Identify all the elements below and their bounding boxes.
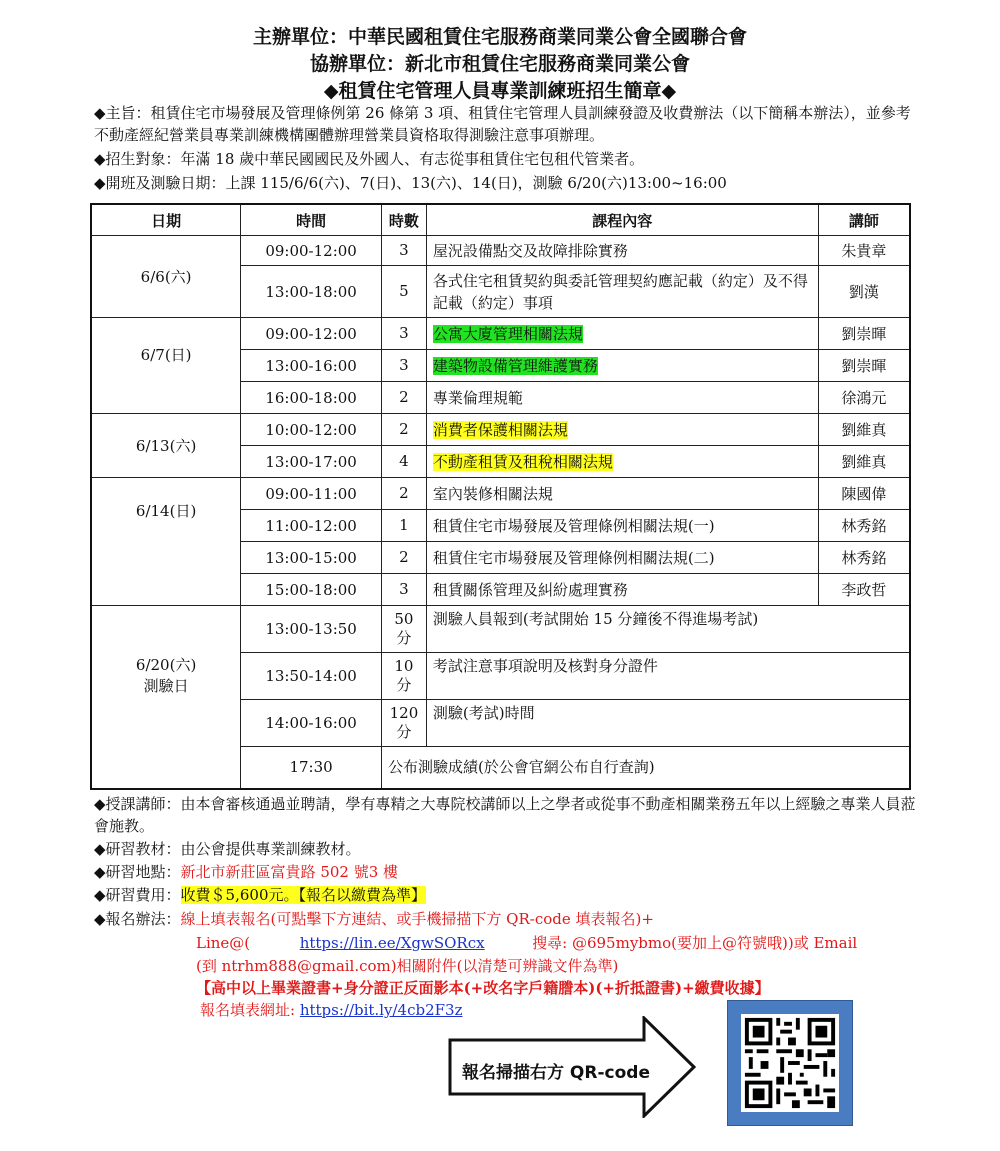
arrow-label: 報名掃描右方 QR-code (462, 1063, 650, 1083)
fee-label: ◆研習費用： (94, 886, 181, 904)
minutes-unit: 分 (396, 723, 412, 741)
instructor-cell: 朱貴章 (818, 236, 910, 266)
hours-cell (381, 700, 426, 747)
highlighted-course: 消費者保護相關法規 (432, 420, 568, 439)
header-course: 課程內容 (426, 204, 818, 236)
purpose-text: ◆主旨：租賃住宅市場發展及管理條例第 26 條第 3 項、租賃住宅管理人員訓練發證及收費辦法（以下簡稱本辦法），並參考不動產經紀營業員專業訓練機構團體辦理營業員資格取得測驗注意事項辦理。 (94, 104, 911, 144)
minutes-unit: 分 (396, 676, 412, 694)
qr-code-frame (727, 1000, 853, 1126)
instructor-cell: 陳國偉 (818, 478, 910, 510)
line-search-text: 搜尋: @695mybmo(要加上@符號哦))或 Email (532, 934, 858, 952)
course-cell: 租賃住宅市場發展及管理條例相關法規(二) (426, 542, 818, 574)
hours-cell: 5 (381, 266, 426, 318)
location-value: 新北市新莊區富貴路 502 號3 樓 (180, 863, 399, 881)
signup-line3: (到 ntrhm888@gmail.com)相關附件(以清楚可辨識文件為準) (196, 957, 619, 975)
course-cell (426, 350, 818, 382)
time-cell: 13:50-14:00 (241, 653, 382, 700)
hours-cell: 4 (381, 446, 426, 478)
instructor-cell: 劉維真 (818, 414, 910, 446)
time-cell: 15:00-18:00 (241, 574, 382, 606)
hours-cell (381, 606, 426, 653)
fee-value: 收費＄5,600元。【報名以繳費為準】 (180, 886, 426, 904)
time-cell: 09:00-11:00 (241, 478, 382, 510)
fee-note (94, 884, 924, 906)
hours-cell: 3 (381, 574, 426, 606)
course-cell: 室內裝修相關法規 (426, 478, 818, 510)
target-text: ◆招生對象：年滿 18 歲中華民國國民及外國人、有志從事租賃住宅包租代管業者。 (94, 150, 645, 168)
time-cell: 09:00-12:00 (241, 236, 382, 266)
signup-line2 (196, 932, 916, 954)
date-cell: 6/7(日) (91, 318, 241, 414)
organizer-line: 主辦單位：中華民國租賃住宅服務商業同業公會全國聯合會 (252, 26, 747, 48)
time-cell: 14:00-16:00 (241, 700, 382, 747)
line-at-label: Line@( (196, 934, 251, 952)
hours-cell: 3 (381, 236, 426, 266)
location-label: ◆研習地點： (94, 863, 181, 881)
table-row (91, 606, 910, 653)
time-cell: 13:00-15:00 (241, 542, 382, 574)
minutes-value: 10 (394, 657, 414, 675)
table-row (91, 318, 910, 350)
time-cell: 13:00-17:00 (241, 446, 382, 478)
hours-cell: 2 (381, 478, 426, 510)
instructor-cell: 劉維真 (818, 446, 910, 478)
table-row (91, 236, 910, 266)
minutes-value: 50 (394, 610, 414, 628)
course-cell (426, 318, 818, 350)
time-cell: 16:00-18:00 (241, 382, 382, 414)
signup-label: ◆報名辦法： (94, 910, 181, 928)
course-cell: 租賃住宅市場發展及管理條例相關法規(一) (426, 510, 818, 542)
date-cell: 6/13(六) (91, 414, 241, 478)
time-cell: 13:00-16:00 (241, 350, 382, 382)
signup-note (94, 908, 924, 930)
course-cell: 測驗(考試)時間 (426, 700, 910, 747)
instructor-cell: 林秀銘 (818, 542, 910, 574)
minutes-unit: 分 (396, 629, 412, 647)
form-link[interactable]: https://bit.ly/4cb2F3z (299, 1001, 463, 1019)
schedule-text: ◆開班及測驗日期：上課 115/6/6(六)、7(日)、13(六)、14(日)，測驗 6/20(六)13:00~16:00 (94, 174, 727, 192)
course-cell (426, 446, 818, 478)
instructor-cell: 劉漢 (818, 266, 910, 318)
date-cell (91, 606, 241, 789)
time-cell: 10:00-12:00 (241, 414, 382, 446)
course-cell: 測驗人員報到(考試開始 15 分鐘後不得進場考試) (426, 606, 910, 653)
header-date: 日期 (91, 204, 241, 236)
instructor-cell: 劉崇暉 (818, 350, 910, 382)
qr-code-icon (741, 1014, 839, 1112)
minutes-value: 120 (389, 704, 419, 722)
instructor-cell: 李政哲 (818, 574, 910, 606)
date-cell: 6/6(六) (91, 236, 241, 318)
course-cell: 屋況設備點交及故障排除實務 (426, 236, 818, 266)
qr-code[interactable] (741, 1014, 839, 1112)
hours-cell: 3 (381, 318, 426, 350)
location-note (94, 861, 924, 883)
highlighted-course: 建築物設備管理維護實務 (432, 356, 598, 375)
course-cell: 各式住宅租賃契約與委託管理契約應記載（約定）及不得記載（約定）事項 (426, 266, 818, 318)
course-cell: 考試注意事項說明及核對身分證件 (426, 653, 910, 700)
line-link[interactable]: https://lin.ee/XgwSORcx (299, 934, 485, 952)
header-instructor: 講師 (818, 204, 910, 236)
co-organizer-line: 協辦單位：新北市租賃住宅服務商業同業公會 (309, 53, 690, 75)
materials-note: ◆研習教材：由公會提供專業訓練教材。 (94, 840, 361, 858)
hours-cell: 1 (381, 510, 426, 542)
time-cell: 09:00-12:00 (241, 318, 382, 350)
course-cell (426, 414, 818, 446)
course-cell: 租賃關係管理及糾紛處理實務 (426, 574, 818, 606)
instructor-cell: 林秀銘 (818, 510, 910, 542)
schedule-table (90, 203, 911, 790)
table-row (91, 414, 910, 446)
signup-line1: 線上填表報名(可點擊下方連結、或手機掃描下方 QR-code 填表報名)+ (180, 910, 654, 928)
highlighted-course: 不動產租賃及租稅相關法規 (432, 452, 613, 471)
instructor-cell: 劉崇暉 (818, 318, 910, 350)
exam-date: 6/20(六) (135, 656, 197, 674)
hours-cell (381, 653, 426, 700)
time-cell: 13:00-13:50 (241, 606, 382, 653)
highlighted-course: 公寓大廈管理相關法規 (432, 324, 583, 343)
instructor-note: ◆授課講師：由本會審核通過並聘請，學有專精之大專院校講師以上之學者或從事不動產相關業務五年以上經驗之專業人員蒞會施教。 (94, 795, 916, 835)
table-header-row (91, 204, 910, 236)
time-cell: 13:00-18:00 (241, 266, 382, 318)
table-row (91, 478, 910, 510)
date-cell: 6/14(日) (91, 478, 241, 606)
hours-cell: 2 (381, 382, 426, 414)
header-time: 時間 (241, 204, 382, 236)
page-title: ◆租賃住宅管理人員專業訓練班招生簡章◆ (323, 80, 677, 102)
header-hours: 時數 (381, 204, 426, 236)
course-cell: 專業倫理規範 (426, 382, 818, 414)
hours-cell: 2 (381, 414, 426, 446)
hours-cell: 2 (381, 542, 426, 574)
time-cell: 17:30 (241, 747, 382, 789)
course-cell: 公布測驗成績(於公會官網公布自行查詢) (381, 747, 910, 789)
time-cell: 11:00-12:00 (241, 510, 382, 542)
exam-day-label: 測驗日 (143, 677, 189, 695)
instructor-cell: 徐鴻元 (818, 382, 910, 414)
hours-cell: 3 (381, 350, 426, 382)
form-url-label: 報名填表網址: (200, 1001, 300, 1019)
signup-line4: 【高中以上畢業證書+身分證正反面影本(+改名字戶籍謄本)(+折抵證書)+繳費收據】 (196, 979, 770, 997)
